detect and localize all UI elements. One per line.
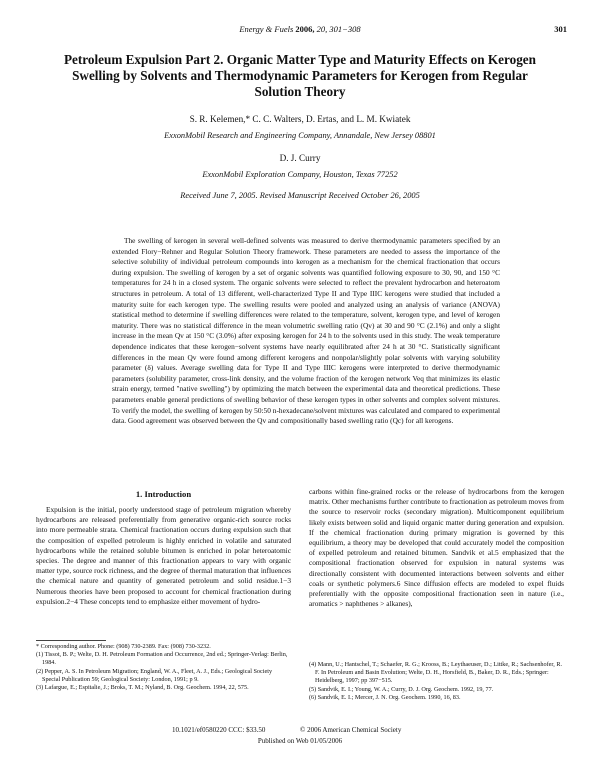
intro-column-1: Expulsion is the initial, poorly understood stage of petroleum migration whereby hydrocarbons are released preferentially from generative organic-rich source rocks into more permeable strata. Chemical fractionation occurs during expulsion such that the composition of expelled petroleum is highly enriched in volatile and saturated hydrocarbons while the retained soluble bitumen is enriched in polar heteroatomic species. The degree and manner of this fractionation appears to vary with organic matter type, source rock richness, and the degree of thermal maturation that influences the chemical nature and quantity of generated petroleum and solid residue.1−3 Numerous theories have been proposed to account for chemical fractionation during expulsion.2−4 These concepts tend to emphasize either movement of hydro- xyxy=(36,505,291,606)
journal-citation xyxy=(0,24,600,34)
footnote: (2) Pepper, A. S. In Petroleum Migration; England, W. A., Fleet, A. J., Eds.; Geological Society Special Publication 59; Geological Society: London, 1991; p 9. xyxy=(36,667,273,683)
footnote: (5) Sandvik, E. I.; Young, W. A.; Curry, D. J. Org. Geochem. 1992, 19, 77. xyxy=(309,685,494,693)
journal-name: Energy & Fuels xyxy=(239,24,294,34)
footnote: (4) Mann, U.; Hantschel, T.; Schaefer, R. G.; Krooss, B.; Leythaeuser, D.; Littke, R.; Sachsenhofer, R. F. In Petroleum and Basin Evolution; Welte, D. H., Horsfield, B., Baker, D. R., Eds.; Springer: Heidelberg, 1997; pp 397−515. xyxy=(309,661,563,685)
article-title: Petroleum Expulsion Part 2. Organic Matter Type and Maturity Effects on Kerogen Swelling by Solvents and Thermodynamic Parameters for Kerogen from Regular Solution Theory xyxy=(63,52,536,99)
running-header xyxy=(0,24,600,38)
received-dates: Received June 7, 2005. Revised Manuscript Received October 26, 2005 xyxy=(180,191,420,200)
footnote: (1) Tissot, B. P.; Welte, D. H. Petroleum Formation and Occurrence, 2nd ed.; Springer-Verlag: Berlin, 1984. xyxy=(36,651,288,667)
published-date: Published on Web 01/05/2006 xyxy=(257,737,343,745)
page-number: 301 xyxy=(554,24,567,34)
section-heading: 1. Introduction xyxy=(135,489,192,499)
copyright: © 2006 American Chemical Society xyxy=(300,726,402,734)
abstract: The swelling of kerogen in several well-defined solvents was measured to derive thermodynamic parameters specified by an extended Flory−Rehner and Regular Solution Theory framework. These parameters are needed to assess the importance of the selective solubility of individual petroleum compounds into kerogen as a mechanism for the chemical fractionation that occurs during expulsion. The swelling of kerogen by a set of organic solvents was quantified following exposure to 30, 90, and 150 °C temperatures for 24 h in a closed system. The organic solvents were selected to reflect the prevalent hydrocarbon and heteroatom structures in petroleum. A total of 13 different, well-characterized Type II and Type IIIC kerogens were studied that included a maturity suite for each kerogen type. The swelling results were pooled and analyzed using an analysis of variance (ANOVA) statistical method to determine if swelling differences were related to the temperature, solvent, kerogen type, and level of kerogen maturity. There was no statistical difference in the mean volumetric swelling ratio (Qv) at 30 and 90 °C (2.1%) and only a slight increase in the mean Qv at 150 °C (3.0%) after exposing kerogen for 24 h to the solvents used in this study. The weak temperature dependence indicates that these kerogen−solvent systems have nearly equilibrated after 24 h at 30 °C. Statistically significant differences in the mean Qv were found among different kerogens and nonpolar/slightly polar solvents with varying solubility parameter (δ) values. Average swelling data for Type II and Type IIIC kerogens were interpreted to derive thermodynamic parameters (solubility parameter, cross-link density, and the volume fraction of the kerogen network Veq that minimizes its elastic strain energy, termed "native swelling") by optimizing the match between the experimental data and theoretical predictions. These parameters enable general predictions of swelling behavior of these kerogen types in other solvents and complex solvent mixtures. To verify the model, the swelling of kerogen by 50:50 n-hexadecane/solvent mixtures was calculated and compared to experimental data. Good agreement was observed between the Qv and compositionally based swelling ratio (Qc) for all kerogens. xyxy=(112,236,500,426)
doi: 10.1021/ef0580220 CCC: $33.50 xyxy=(172,726,266,734)
footnote: * Corresponding author. Phone: (908) 730-2389. Fax: (908) 730-3232. xyxy=(36,643,211,650)
footnote-rule xyxy=(36,640,106,641)
footnote: (3) Lafargue, E.; Espitalie, J.; Broks, T. M.; Nyland, B. Org. Geochem. 1994, 22, 575. xyxy=(36,684,249,692)
intro-column-2: carbons within fine-grained rocks or the release of hydrocarbons from the kerogen matrix. Other mechanisms further contribute to fractionation as petroleum moves from the source to reservoir rocks (secondary migration). Multicomponent equilibrium likely exists between solid and liquid organic matter during generation and expulsion. If the chemical fractionation during primary migration is governed by this equilibrium, a theory may be developed that could accurately model the composition of expelled petroleum and retained bitumen. Sandvik et al.5 emphasized that the compositional fractionation observed for expulsion in natural systems was directionally consistent with documented interactions between solvents and either coals or synthetic polymers.6 Since diffusion effects are modeled to expel fluids preferentially with the opposite compositional fractionation seen in nature (i.e., aromatics > naphthenes > alkanes), xyxy=(309,487,564,609)
authors-line-1: S. R. Kelemen,* C. C. Walters, D. Ertas, and L. M. Kwiatek xyxy=(189,114,411,124)
journal-pages: 301−308 xyxy=(329,24,361,34)
footer-line-1 xyxy=(0,726,600,736)
affiliation-1: ExxonMobil Research and Engineering Company, Annandale, New Jersey 08801 xyxy=(164,131,436,140)
footnotes-column-2 xyxy=(309,661,564,702)
footnote: (6) Sandvik, E. I.; Mercer, J. N. Org. Geochem. 1990, 16, 83. xyxy=(309,693,461,701)
authors-line-2: D. J. Curry xyxy=(279,153,321,163)
affiliation-2: ExxonMobil Exploration Company, Houston, Texas 77252 xyxy=(202,170,398,179)
footnotes-column-1 xyxy=(36,643,291,692)
journal-volume: 20, xyxy=(316,24,328,34)
journal-year: 2006, xyxy=(295,24,315,34)
